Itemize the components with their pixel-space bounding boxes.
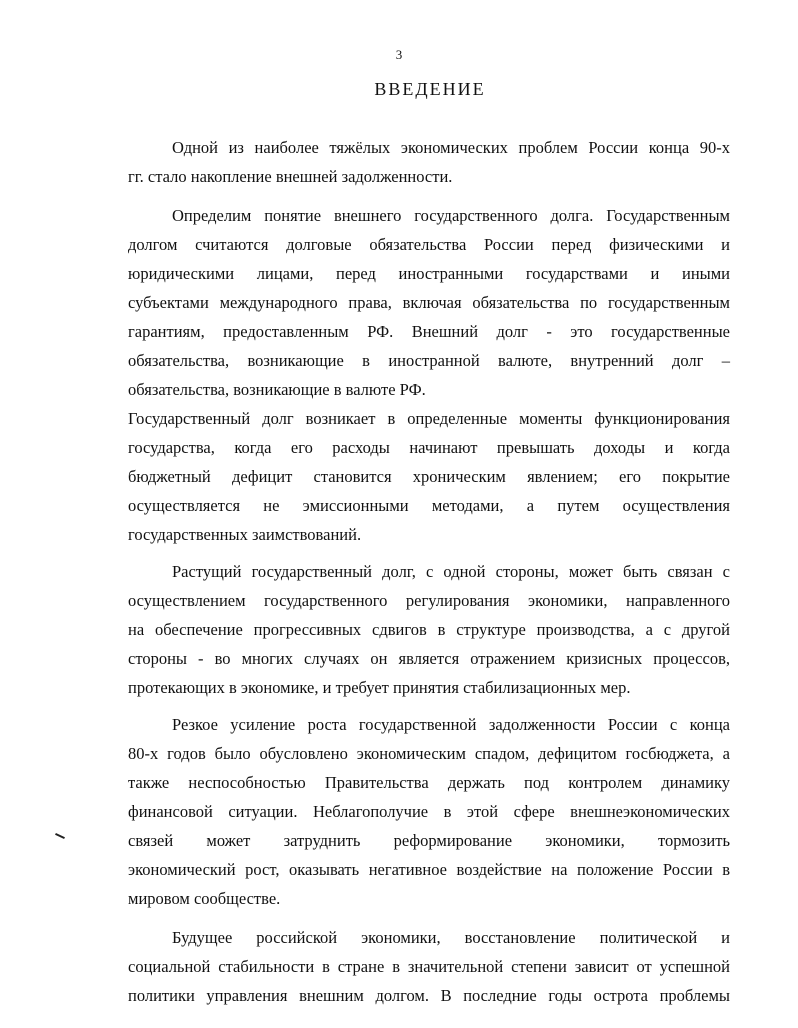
text-line: осуществляется не эмиссионными методами, а путем осуществления [128,496,730,515]
text-line: бюджетный дефицит становится хроническим явлением; его покрытие [128,467,730,486]
text-line: обязательства, возникающие в валюте РФ. [128,380,426,399]
text-line: протекающих в экономике, и требует принятия стабилизационных мер. [128,678,631,697]
text-line: Будущее российской экономики, восстановление политической и [172,928,730,947]
text-line: экономический рост, оказывать негативное воздействие на положение России в [128,860,730,879]
margin-pen-mark [55,833,65,839]
text-line: Государственный долг возникает в определенные моменты функционирования [128,409,730,428]
text-line: субъектами международного права, включая обязательства по государственным [128,293,730,312]
text-line: социальной стабильности в стране в значительной степени зависит от успешной [128,957,730,976]
text-line: обязательства, возникающие в иностранной валюте, внутренний долг – [128,351,730,370]
text-line: гг. стало накопление внешней задолженности. [128,167,453,186]
text-line: политики управления внешним долгом. В последние годы острота проблемы [128,986,730,1005]
text-line: Резкое усиление роста государственной задолженности России с конца [172,715,730,734]
text-line: на обеспечение прогрессивных сдвигов в структуре производства, а с другой [128,620,730,639]
text-line: Одной из наиболее тяжёлых экономических проблем России конца 90-х [172,138,730,157]
page-heading: ВВЕДЕНИЕ [374,79,486,99]
text-line: финансовой ситуации. Неблагополучие в этой сфере внешнеэкономических [128,802,730,821]
text-line: государства, когда его расходы начинают превышать доходы и когда [128,438,730,457]
text-line: мировом сообществе. [128,889,281,908]
text-line: Растущий государственный долг, с одной стороны, может быть связан с [172,562,730,581]
text-line: гарантиям, предоставленным РФ. Внешний долг - это государственные [128,322,730,341]
text-line: долгом считаются долговые обязательства России перед физическими и [128,235,730,254]
text-line: стороны - во многих случаях он является отражением кризисных процессов, [128,649,730,668]
text-line: связей может затруднить реформирование экономики, тормозить [128,831,730,850]
text-line: юридическими лицами, перед иностранными государствами и иными [128,264,730,283]
text-line: осуществлением государственного регулирования экономики, направленного [128,591,730,610]
text-line: 80-х годов было обусловлено экономическим спадом, дефицитом госбюджета, а [128,744,730,763]
text-line: Определим понятие внешнего государственного долга. Государственным [172,206,730,225]
body-text [128,133,730,1010]
text-line: государственных заимствований. [128,525,362,544]
page-number: 3 [395,47,403,62]
text-line: также неспособностью Правительства держать под контролем динамику [128,773,730,792]
